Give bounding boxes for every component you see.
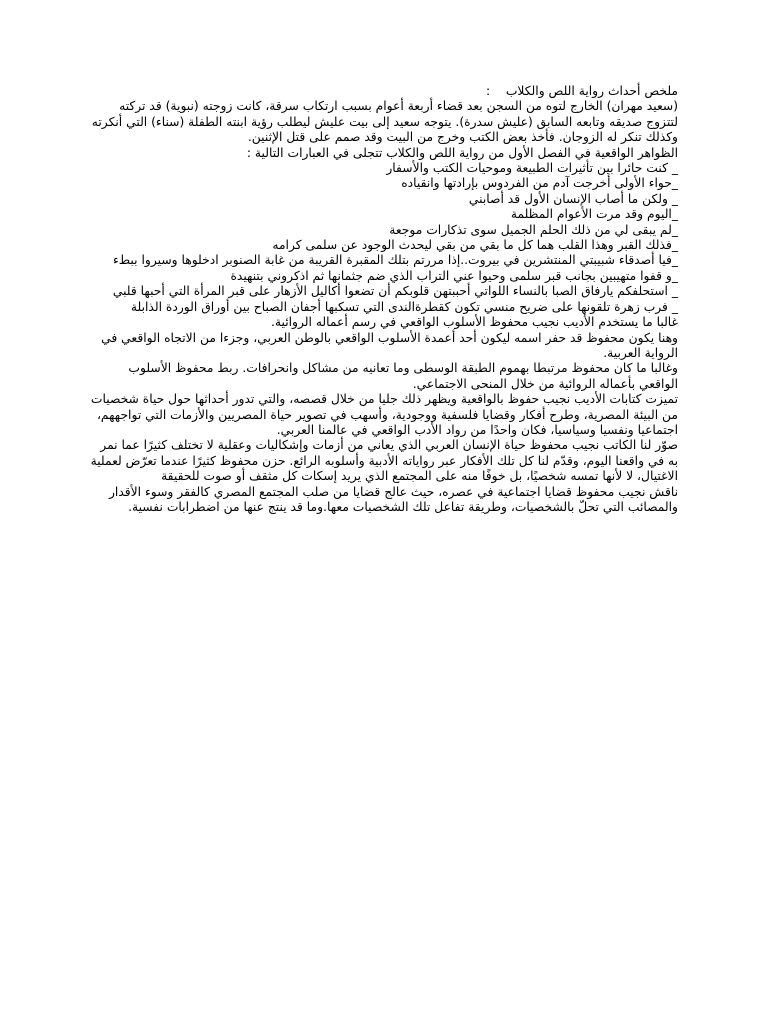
body-paragraph: ناقش نجيب محفوظ قضايا اجتماعية في عصره، حيث عالج قضايا من صلب المجتمع المصري كالفقر وسوء الأقدار والمصائب التي تحلّ بالشخصيات، وطريقة تفاعل تلك الشخصيات معها.وما قد ينتج عنها من اضطرابات نفسية.	[108, 484, 678, 514]
quote-line: _ استحلفكم يارفاق الصبا بالنساء اللواتي أحببتهن قلوبكم أن تضعوا أكاليل الأزهار على قبر المرأة التي أحبها قلبي	[112, 284, 678, 299]
quote-line: _فذلك القبر وهذا القلب هما كل ما بقي من بقي ليحدث الوجود عن سلمى كرامه	[272, 238, 678, 253]
body-paragraph: وغالبا ما كان محفوظ مرتبطا بهموم الطبقة الوسطى وما تعانيه من مشاكل وانحرافات. ربط محفوظ الأسلوب الواقعي بأعماله الروائية من خلال المنحى الاجتماعي.	[128, 361, 678, 391]
quote-line: _و قفوا متهيبين بجانب قبر سلمى وحيوا عني التراب الذي ضم جثمانها ثم اذكروني بتنهيدة	[230, 268, 678, 283]
quote-line: _ ولكن ما أصاب الإنسان الأول قد أصابني	[468, 191, 678, 206]
quote-line: _لم يبقى لي من ذلك الحلم الجميل سوى تذكارات موجعة	[389, 222, 678, 237]
body-paragraph: صوّر لنا الكاتب نجيب محفوظ حياة الإنسان العربي الذي يعاني من أزمات وإشكاليات وعقلية لا تختلف كثيرًا عما نمر به في واقعنا اليوم، وقدّم لنا كل تلك الأفكار عبر رواياته الأدبية وأسلوبه الرائع. حزن محفوظ كثيرًا عندما تعرّض لعملية الاغتيال، لا لأنها تمسه شخصيًا، بل خوفًا منه على المجتمع الذي يريد إسكات كل مثقف أو صوت للحقيقة	[90, 438, 678, 484]
body-paragraph: غالبا ما يستخدم الأديب نجيب محفوظ الأسلوب الواقعي في رسم أعماله الروائية.	[270, 315, 678, 330]
section-intro: الظواهر الواقعية في الفصل الأول من رواية اللص والكلاب تتجلى في العبارات التالية :	[246, 145, 678, 160]
quote-line: _ كنت حائرا بين تأثيرات الطبيعة وموحيات الكتب والأسفار	[386, 161, 678, 176]
quote-line: _حواء الأولى أخرجت آدم من الفردوس بإرادتها وانقياده	[401, 176, 678, 191]
body-paragraph: وهنا يكون محفوظ قد حفر اسمه ليكون أحد أعمدة الأسلوب الواقعي بالوطن العربي، وجزءا من الاتجاه الواقعي في الرواية العربية.	[101, 330, 678, 360]
document-heading: ملخص أحداث رواية اللص والكلاب :	[486, 84, 678, 98]
quote-line: _ فرب زهرة تلقونها على ضريح منسي تكون كقطرةالندى التي تسكبها أجفان الصباح بين أوراق الوردة الذابلة	[130, 299, 678, 314]
document-body	[90, 84, 678, 515]
summary-paragraph: (سعيد مهران) الخارج لتوه من السجن بعد قضاء أربعة أعوام بسبب ارتكاب سرقة، كانت زوجته (نبوية) قد تركته لتتزوج صديقه وتابعه السابق (عليش سدرة). يتوجه سعيد إلى بيت عليش ليطلب رؤية ابنته الطفلة (سناء) التي أنكرته وكذلك تنكر له الزوجان. فأخذ بعض الكتب وخرج من البيت وقد صمم على قتل الإثنين.	[91, 99, 678, 145]
quote-line: _فيا أصدقاء شبيبتي المنتشرين في بيروت..إذا مررتم بتلك المقبرة القريبة من غابة الصنوبر ادخلوها وسيروا ببطء	[112, 253, 678, 268]
quote-line: _اليوم وقد مرت الأعوام المظلمة	[510, 207, 678, 222]
body-paragraph: تميزت كتابات الأديب نجيب حفوظ بالواقعية ويظهر ذلك جليا من خلال قصصه، والتي تدور أحداثها حول حياة شخصيات من البيئة المصرية، وطرح أفكار وقضايا فلسفية ووجودية، وأسهب في تصوير حياة المصريين والأزمات التي تواجههم، اجتماعيا ونفسيا وسياسيا، فكان واحدًا من رواد الأدب الواقعي في عالمنا العربي.	[90, 392, 678, 437]
